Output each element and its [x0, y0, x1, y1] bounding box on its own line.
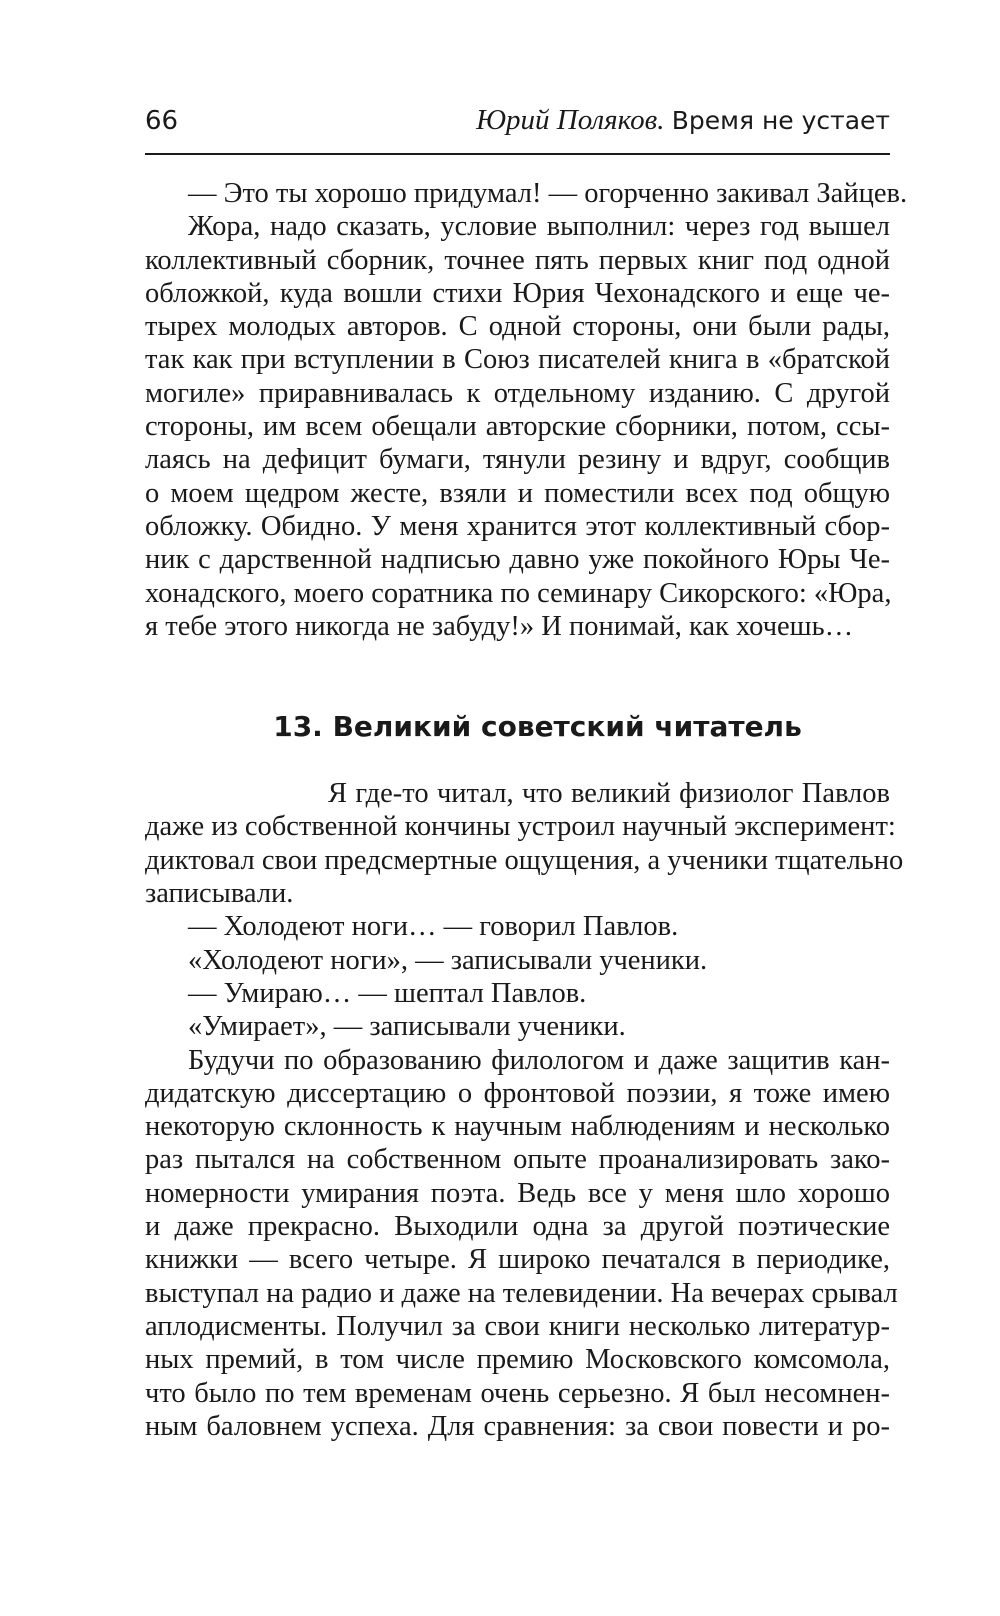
paragraph	[145, 1044, 898, 1444]
text-line: Жора, надо сказать, условие выполнил: через год вышел	[188, 211, 890, 243]
paragraph	[145, 910, 890, 943]
text-line: — Холодеют ноги… — говорил Павлов.	[188, 911, 679, 943]
text-line: раз пытался на собственном опыте проанализировать зако-	[145, 1144, 890, 1176]
text-line: Будучи по образованию филологом и даже защитив кан-	[188, 1044, 890, 1076]
text-line: так как при вступлении в Союз писателей книга в «братской	[145, 344, 890, 376]
text-line: дидатскую диссертацию о фронтовой поэзии, я тоже имею	[145, 1077, 890, 1109]
running-title-book: Время не устает	[671, 106, 890, 135]
text-line: — Умираю… — шептал Павлов.	[188, 977, 587, 1009]
chapter-heading: 13. Великий советский читатель	[273, 710, 802, 744]
paragraph	[145, 777, 904, 910]
running-title-author: Юрий Поляков.	[476, 104, 665, 136]
text-line: могиле» приравнивалась к отдельному изданию. С другой	[145, 377, 890, 409]
text-line: даже из собственной кончины устроил научный эксперимент:	[145, 811, 896, 843]
text-line: и даже прекрасно. Выходили одна за другой поэтические	[145, 1211, 890, 1243]
text-line: обложкой, куда вошли стихи Юрия Чехонадского и еще че-	[145, 277, 890, 309]
paragraph	[145, 944, 890, 977]
text-line: обложку. Обидно. У меня хранится этот коллективный сбор-	[145, 510, 890, 542]
text-line: номерности умирания поэта. Ведь все у меня шло хорошо	[145, 1177, 890, 1209]
text-line: хонадского, моего соратника по семинару Сикорского: «Юра,	[145, 577, 892, 609]
running-header	[145, 100, 890, 155]
text-line: некоторую склонность к научным наблюдениям и несколько	[145, 1111, 890, 1143]
text-line: выступал на радио и даже на телевидении. На вечерах срывал	[145, 1277, 898, 1309]
paragraph	[145, 177, 908, 210]
text-line: стороны, им всем обещали авторские сборники, потом, ссы-	[145, 411, 890, 443]
text-line: «Холодеют ноги», — записывали ученики.	[188, 944, 708, 976]
text-line: о моем щедром жесте, взяли и поместили всех под общую	[145, 477, 890, 509]
text-line: «Умирает», — записывали ученики.	[188, 1011, 626, 1043]
text-line: аплодисменты. Получил за свои книги несколько литератур-	[145, 1310, 890, 1342]
text-line: записывали.	[145, 878, 294, 910]
text-line: я тебе этого никогда не забуду!» И понимай, как хочешь…	[145, 610, 854, 642]
text-line: тырех молодых авторов. С одной стороны, они были рады,	[145, 311, 890, 343]
paragraph	[145, 1010, 890, 1043]
text-line: ных премий, в том числе премию Московского комсомола,	[145, 1344, 890, 1376]
body-text	[145, 177, 908, 1443]
text-line: — Это ты хорошо придумал! — огорченно закивал Зайцев.	[188, 178, 908, 209]
text-line: Я где-то читал, что великий физиолог Павлов	[328, 778, 890, 810]
text-line: диктовал свои предсмертные ощущения, а ученики тщательно	[145, 844, 904, 876]
book-page	[145, 100, 908, 1443]
paragraph	[145, 210, 890, 643]
page-number: 66	[145, 106, 179, 136]
text-line: лаясь на дефицит бумаги, тянули резину и вдруг, сообщив	[145, 444, 890, 476]
text-line: ным баловнем успеха. Для сравнения: за свои повести и ро-	[145, 1410, 890, 1442]
running-title	[476, 100, 890, 141]
paragraph	[145, 977, 890, 1010]
text-line: книжки — всего четыре. Я широко печатался в периодике,	[145, 1244, 890, 1276]
text-line: что было по тем временам очень серьезно. Я был несомнен-	[145, 1377, 890, 1409]
text-line: ник с дарственной надписью давно уже покойного Юры Че-	[145, 544, 890, 576]
text-line: коллективный сборник, точнее пять первых книг под одной	[145, 244, 890, 276]
